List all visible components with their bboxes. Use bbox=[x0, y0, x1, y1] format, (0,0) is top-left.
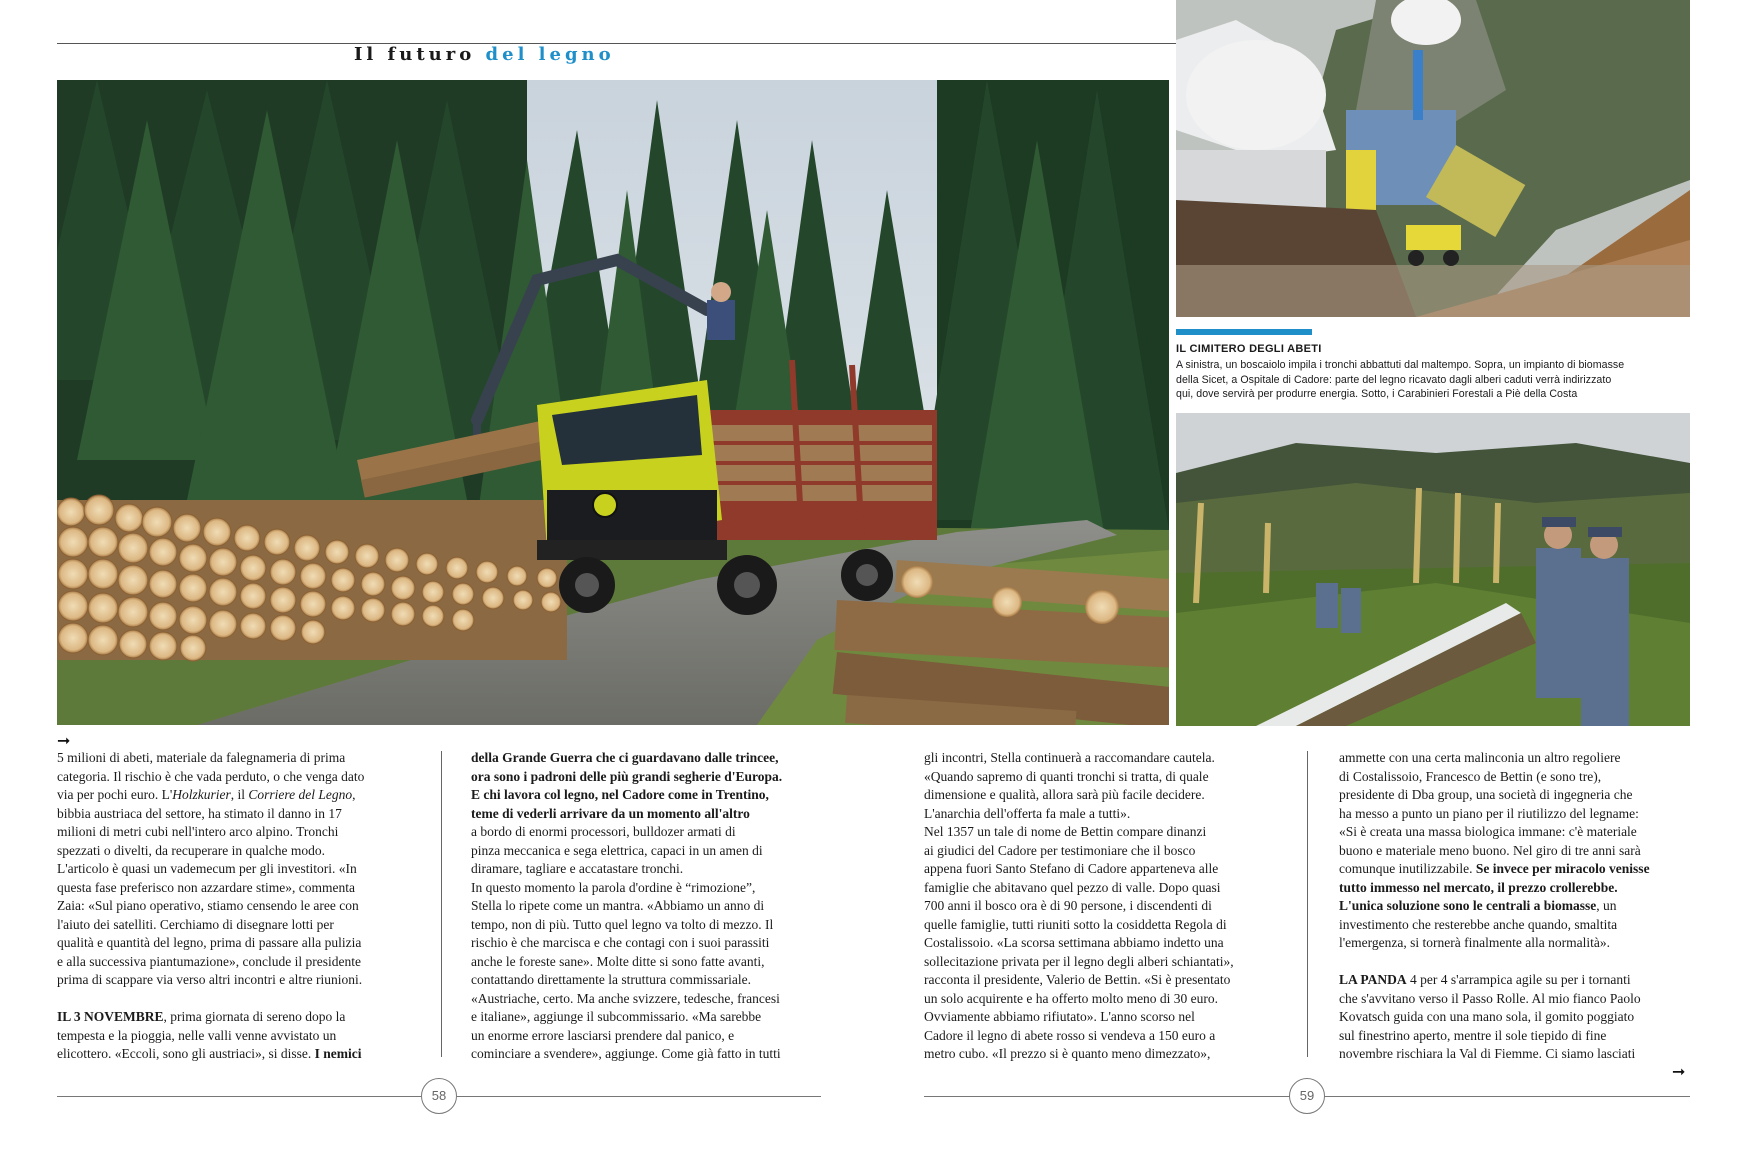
text-line: tempo, non di più. Tutto quel legno va tolto di mezzo. Il bbox=[471, 916, 774, 932]
text-line: ai giudici del Cadore per testimoniare che il bosco bbox=[924, 842, 1196, 858]
text-line: l'aiuto dei satelliti. Cerchiamo di disegnare lotti per bbox=[57, 916, 334, 932]
text-line: buono e materiale meno buono. Nel giro di tre anni sarà bbox=[1339, 842, 1641, 858]
section-title-plain: Il futuro bbox=[354, 44, 476, 65]
caption-accent-bar bbox=[1176, 329, 1312, 335]
body-column-4 bbox=[1339, 749, 1695, 1064]
text-line: prima di scappare via verso altri incontri e altre riunioni. bbox=[57, 972, 363, 987]
text-line: e italiane», aggiunge il subcommissario. «Ma sarebbe bbox=[471, 1009, 762, 1024]
text-line bbox=[1339, 971, 1695, 990]
text-line: Nel 1357 un tale di nome de Bettin compare dinanzi bbox=[924, 824, 1207, 839]
text-line: famiglie che abitavano quel pezzo di valle. Dopo quasi bbox=[924, 879, 1221, 895]
text-line: sul finestrino aperto, mentre il sole tiepido di fine bbox=[1339, 1027, 1607, 1043]
text-line: milioni di metri cubi nell'intero arco alpino. Tronchi bbox=[57, 824, 339, 839]
text-span: comunque inutilizzabile. bbox=[1339, 861, 1476, 876]
text-line: 700 anni il bosco ora è di 90 persone, i discendenti di bbox=[924, 898, 1212, 913]
text-line: quelle famiglie, tutti riuniti sotto la cosiddetta Regola di bbox=[924, 916, 1227, 932]
column-divider bbox=[441, 751, 442, 1057]
text-line: pinza meccanica e sega elettrica, capaci in un amen di bbox=[471, 842, 763, 858]
section-title-accent: del legno bbox=[485, 44, 615, 65]
text-line: Cadore il legno di abete rosso si vendeva a 150 euro a bbox=[924, 1027, 1216, 1043]
text-line: categoria. Il rischio è che vada perduto, o che venga dato bbox=[57, 768, 365, 784]
text-span: , il bbox=[230, 787, 249, 802]
text-line bbox=[57, 1008, 413, 1027]
paragraph-lead: LA PANDA bbox=[1339, 972, 1407, 987]
text-line: novembre rischiara la Val di Fiemme. Ci siamo lasciati bbox=[1339, 1046, 1636, 1061]
text-line: L'articolo è quasi un vademecum per gli investitori. «In bbox=[57, 861, 357, 876]
text-line: che s'avvitano verso il Passo Rolle. Al mio fianco Paolo bbox=[1339, 990, 1641, 1006]
text-line: «Austriache, certo. Ma anche svizzere, tedesche, francesi bbox=[471, 990, 780, 1006]
text-span: elicottero. «Eccoli, sono gli austriaci», si disse. bbox=[57, 1046, 315, 1061]
text-line: investimento che resterebbe anche quando, smaltita bbox=[1339, 916, 1618, 932]
bold-span: E chi lavora col legno, nel Cadore come in Trentino, bbox=[471, 787, 769, 802]
text-line: sollecitazione privata per il legno degli alberi schiantati», bbox=[924, 953, 1234, 969]
text-line: «Si è creata una massa biologica immane: c'è materiale bbox=[1339, 824, 1637, 839]
text-line: In questo momento la parola d'ordine è “rimozione”, bbox=[471, 879, 756, 895]
photo-forest-officers bbox=[1176, 413, 1690, 726]
caption-line: qui, dove servirà per produrre energia. Sotto, i Carabinieri Forestali a Piè della Costa bbox=[1176, 388, 1578, 401]
section-title bbox=[354, 44, 615, 65]
page-number-left: 58 bbox=[421, 1078, 457, 1114]
text-line bbox=[471, 805, 827, 824]
text-line: un solo acquirente e ha offerto molto meno di 30 euro. bbox=[924, 990, 1219, 1006]
bold-span: della Grande Guerra che ci guardavano dalle trincee, bbox=[471, 750, 779, 765]
bold-span: teme di vederli arrivare da un momento all'altro bbox=[471, 805, 750, 821]
text-line: un enorme errore lasciarsi prendere dal panico, e bbox=[471, 1027, 735, 1043]
caption-title: IL CIMITERO DEGLI ABETI bbox=[1176, 343, 1322, 355]
footer-rule bbox=[924, 1096, 1290, 1097]
text-line: Costalissoio. «La scorsa settimana abbiamo indetto una bbox=[924, 935, 1224, 950]
text-line bbox=[57, 1045, 413, 1064]
italic-title: Holzkurier bbox=[172, 787, 231, 802]
text-span: , un bbox=[1596, 898, 1617, 913]
caption-text bbox=[1176, 358, 1690, 402]
text-line: Kovatsch guida con una mano sola, il gomito poggiato bbox=[1339, 1009, 1635, 1024]
text-line: contattando direttamente la struttura commissariale. bbox=[471, 972, 752, 987]
footer-rule bbox=[457, 1096, 821, 1097]
text-line: bibbia austriaca del settore, ha stimato il danno in 17 bbox=[57, 805, 342, 821]
paragraph-gap bbox=[1339, 953, 1695, 972]
bold-span: tutto immesso nel mercato, il prezzo crollerebbe. bbox=[1339, 879, 1618, 895]
text-line: presidente di Dba group, una società di ingegneria che bbox=[1339, 787, 1633, 802]
text-line: appena fuori Santo Stefano di Cadore apparteneva alle bbox=[924, 861, 1219, 876]
body-column-2 bbox=[471, 749, 827, 1064]
text-line: ammette con una certa malinconia un altro regoliere bbox=[1339, 750, 1621, 765]
text-line: a bordo di enormi processori, bulldozer armati di bbox=[471, 824, 736, 839]
text-line: anche le foreste sane». Molte ditte si sono fatte avanti, bbox=[471, 953, 765, 969]
text-span: via per pochi euro. L' bbox=[57, 787, 173, 802]
text-line: «Quando sapremo di quanti tronchi si tratta, di quale bbox=[924, 768, 1209, 784]
text-line: L'anarchia dell'offerta fa male a tutti». bbox=[924, 805, 1131, 821]
bold-span: ora sono i padroni delle più grandi segherie d'Europa. bbox=[471, 768, 783, 784]
paragraph-lead: IL 3 NOVEMBRE bbox=[57, 1009, 164, 1024]
text-line: 5 milioni di abeti, materiale da falegnameria di prima bbox=[57, 750, 346, 765]
text-line bbox=[1339, 897, 1695, 916]
photo-biomass-plant bbox=[1176, 0, 1690, 317]
column-divider bbox=[1307, 751, 1308, 1057]
header-rule bbox=[57, 43, 1177, 44]
paragraph-gap bbox=[57, 990, 413, 1009]
italic-title: Corriere del Legno bbox=[248, 787, 353, 802]
text-line bbox=[1339, 860, 1695, 879]
text-span: 4 per 4 s'arrampica agile su per i tornanti bbox=[1406, 972, 1631, 987]
text-line: ha messo a punto un piano per il riutilizzo del legname: bbox=[1339, 805, 1639, 821]
body-column-1 bbox=[57, 749, 413, 1064]
bold-span: Se invece per miracolo venisse bbox=[1475, 861, 1650, 876]
continue-arrow-icon: ➞ bbox=[1672, 1062, 1686, 1081]
text-line: metro cubo. «Il prezzo si è quanto meno dimezzato», bbox=[924, 1046, 1211, 1061]
text-line: questa fase preferisco non azzardare stime», commenta bbox=[57, 879, 355, 895]
text-line: tempesta e la pioggia, nelle valli venne avvistato un bbox=[57, 1027, 337, 1043]
text-line bbox=[1339, 879, 1695, 898]
text-line: Zaia: «Sul piano operativo, stiamo censendo le aree con bbox=[57, 898, 359, 913]
text-line bbox=[57, 786, 413, 805]
page-number-right: 59 bbox=[1289, 1078, 1325, 1114]
text-line bbox=[471, 768, 827, 787]
text-line: spezzati o divelti, da recuperare in qualche modo. bbox=[57, 842, 326, 858]
text-line: racconta il presidente, Valerio de Bettin. «Si è presentato bbox=[924, 972, 1231, 987]
text-line: cominciare a svendere», aggiunge. Come già fatto in tutti bbox=[471, 1046, 781, 1061]
text-line: Stella lo ripete come un mantra. «Abbiamo un anno di bbox=[471, 898, 765, 913]
caption-line: A sinistra, un boscaiolo impila i tronchi abbattuti dal maltempo. Sopra, un impianto di biomasse bbox=[1176, 359, 1625, 371]
body-column-3 bbox=[924, 749, 1280, 1064]
text-line: e alla successiva piantumazione», conclude il presidente bbox=[57, 953, 362, 969]
text-span: , bbox=[352, 787, 356, 802]
bold-span: L'unica soluzione sono le centrali a biomasse bbox=[1339, 898, 1597, 913]
caption-line: della Sicet, a Ospitale di Cadore: parte del legno ricavato dagli alberi caduti verrà indirizzato bbox=[1176, 373, 1612, 386]
text-line: gli incontri, Stella continuerà a raccomandare cautela. bbox=[924, 750, 1215, 765]
text-line: Ovviamente abbiamo rifiutato». L'anno scorso nel bbox=[924, 1009, 1195, 1024]
text-span: , prima giornata di sereno dopo la bbox=[163, 1009, 346, 1024]
footer-rule bbox=[1324, 1096, 1690, 1097]
text-line bbox=[471, 786, 827, 805]
text-line: di Costalissoio, Francesco de Bettin (e sono tre), bbox=[1339, 768, 1602, 784]
text-line: qualità e quantità del legno, prima di passare alla pulizia bbox=[57, 935, 362, 950]
main-photo-logging-truck bbox=[57, 80, 1169, 725]
text-line: dimensione e qualità, allora sarà più facile decidere. bbox=[924, 787, 1205, 802]
text-line: diramare, tagliare e accatastare tronchi. bbox=[471, 861, 684, 876]
text-line bbox=[471, 749, 827, 768]
text-line: rischio è che marcisca e che contagi con i suoi parassiti bbox=[471, 935, 770, 950]
continue-arrow-icon: ➞ bbox=[57, 731, 71, 750]
text-line: l'emergenza, si tornerà finalmente alla normalità». bbox=[1339, 935, 1610, 950]
bold-span: I nemici bbox=[314, 1046, 362, 1061]
footer-rule bbox=[57, 1096, 421, 1097]
